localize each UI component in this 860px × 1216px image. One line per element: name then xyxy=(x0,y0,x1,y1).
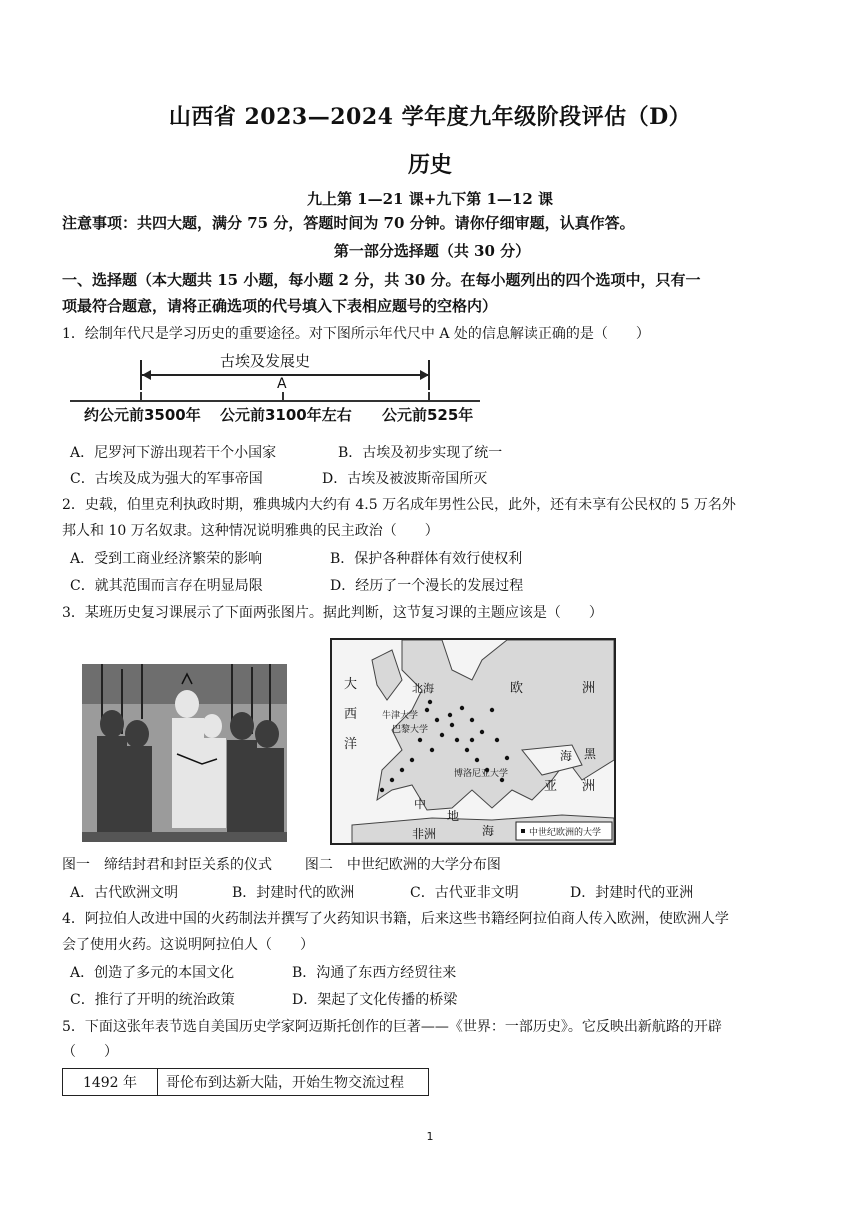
map-label-hai1: 海 xyxy=(560,749,573,763)
exam-title: 山西省 2023—2024 学年度九年级阶段评估（D） xyxy=(168,104,692,130)
question-2-stem-line2: 邦人和 10 万名奴隶。这种情况说明雅典的民主政治（ ） xyxy=(62,523,439,539)
chronology-table xyxy=(62,1068,429,1096)
arrow-right-icon xyxy=(420,370,429,380)
timeline-marker-a: A xyxy=(277,376,287,392)
q1-option-c[interactable]: C．古埃及成为强大的军事帝国 xyxy=(70,471,263,487)
map-label-africa: 非洲 xyxy=(412,827,437,841)
arrow-left-icon xyxy=(142,370,151,380)
q2-option-c[interactable]: C．就其范围而言存在明显局限 xyxy=(70,578,263,594)
map-label-hai2: 海 xyxy=(482,824,495,838)
question-4-stem-line2: 会了使用火药。这说明阿拉伯人（ ） xyxy=(62,937,314,953)
timeline-ruler xyxy=(70,352,490,424)
map-label-ya: 亚 xyxy=(544,779,558,794)
table-cell-event: 哥伦布到达新大陆，开始生物交流过程 xyxy=(158,1069,429,1096)
question-3-stem: 3．某班历史复习课展示了下面两张图片。据此判断，这节复习课的主题应该是（ ） xyxy=(62,605,603,621)
map-label-yang: 洋 xyxy=(344,737,358,752)
map-label-zhong: 中 xyxy=(414,797,427,811)
part-heading: 第一部分选择题（共 30 分） xyxy=(333,242,531,260)
map-label-north-sea: 北海 xyxy=(412,682,434,695)
q1-option-a[interactable]: A．尼罗河下游出现若干个小国家 xyxy=(70,445,277,461)
question-4-stem-line1: 4．阿拉伯人改进中国的火药制法并撰写了火药知识书籍，后来这些书籍经阿拉伯商人传入欧洲，使欧洲人学 xyxy=(62,911,729,927)
caption-figure-2: 图二 中世纪欧洲的大学分布图 xyxy=(304,857,501,873)
timeline-span-label: 古埃及发展史 xyxy=(220,352,311,370)
timeline-tick-label: 约公元前3500年 xyxy=(84,406,201,424)
exam-scope: 九上第 1—21 课+九下第 1—12 课 xyxy=(306,190,554,208)
timeline-tick xyxy=(282,392,284,402)
q4-option-a[interactable]: A．创造了多元的本国文化 xyxy=(70,965,235,981)
q2-option-b[interactable]: B．保护各种群体有效行使权利 xyxy=(330,551,523,567)
map-label-ou: 欧 xyxy=(510,681,524,696)
timeline-tick xyxy=(140,392,142,402)
ceremony-illustration xyxy=(82,664,287,842)
timeline-tick-label: 公元前525年 xyxy=(382,406,474,424)
table-row xyxy=(63,1069,429,1096)
q3-option-c[interactable]: C．古代亚非文明 xyxy=(410,885,519,901)
map-label-oxford: 牛津大学 xyxy=(382,711,419,721)
section-instructions-line1: 一、选择题（本大题共 15 小题，每小题 2 分，共 30 分。在每小题列出的四个选项中，只有一 xyxy=(62,271,701,289)
subject-title: 历史 xyxy=(407,152,452,178)
map-label-xi: 西 xyxy=(344,707,358,722)
q1-option-d[interactable]: D．古埃及被波斯帝国所灭 xyxy=(322,471,488,487)
question-2-stem-line1: 2．史载，伯里克利执政时期，雅典城内大约有 4.5 万名成年男性公民，此外，还有未享有公民权的 5 万名外 xyxy=(62,497,736,513)
q3-option-d[interactable]: D．封建时代的亚洲 xyxy=(570,885,694,901)
q3-option-a[interactable]: A．古代欧洲文明 xyxy=(70,885,179,901)
figure-1-vassal-ceremony xyxy=(82,664,287,842)
map-label-zhou1: 洲 xyxy=(582,681,596,696)
table-cell-year: 1492 年 xyxy=(63,1069,158,1096)
exam-notice: 注意事项：共四大题，满分 75 分，答题时间为 70 分钟。请你仔细审题，认真作答。 xyxy=(62,214,635,232)
legend-dot-icon xyxy=(521,829,525,833)
question-5-stem-line2: （ ） xyxy=(62,1044,118,1060)
map-label-paris: 巴黎大学 xyxy=(392,725,429,735)
q1-option-b[interactable]: B．古埃及初步实现了统一 xyxy=(338,445,503,461)
q3-option-b[interactable]: B．封建时代的欧洲 xyxy=(232,885,355,901)
timeline-axis xyxy=(70,400,480,402)
section-instructions-line2: 项最符合题意，请将正确选项的代号填入下表相应题号的空格内） xyxy=(62,297,498,315)
figure-captions xyxy=(62,854,501,874)
q2-option-d[interactable]: D．经历了一个漫长的发展过程 xyxy=(330,578,524,594)
map-label-da: 大 xyxy=(344,677,358,692)
page-number: 1 xyxy=(426,1130,434,1143)
map-legend-label: 中世纪欧洲的大学 xyxy=(529,828,602,838)
timeline-tick-label: 公元前3100年左右 xyxy=(220,406,352,424)
q2-option-a[interactable]: A．受到工商业经济繁荣的影响 xyxy=(70,551,263,567)
map-label-hei: 黑 xyxy=(584,747,597,761)
caption-figure-1: 图一 缔结封君和封臣关系的仪式 xyxy=(62,857,272,873)
q4-option-c[interactable]: C．推行了开明的统治政策 xyxy=(70,992,235,1008)
map-label-zhou2: 洲 xyxy=(582,779,596,794)
figure-2-university-map xyxy=(330,638,616,845)
q4-option-d[interactable]: D．架起了文化传播的桥梁 xyxy=(292,992,458,1008)
map-label-di: 地 xyxy=(447,809,460,823)
timeline-tick xyxy=(428,392,430,402)
question-1-stem: 1．绘制年代尺是学习历史的重要途径。对下图所示年代尺中 A 处的信息解读正确的是（ ） xyxy=(62,326,650,342)
europe-map xyxy=(332,640,614,843)
question-5-stem-line1: 5．下面这张年表节选自美国历史学家阿迈斯托创作的巨著——《世界：一部历史》。它反映出新航路的开辟 xyxy=(62,1019,722,1035)
map-label-bologna: 博洛尼亚大学 xyxy=(454,769,509,779)
q4-option-b[interactable]: B．沟通了东西方经贸往来 xyxy=(292,965,457,981)
